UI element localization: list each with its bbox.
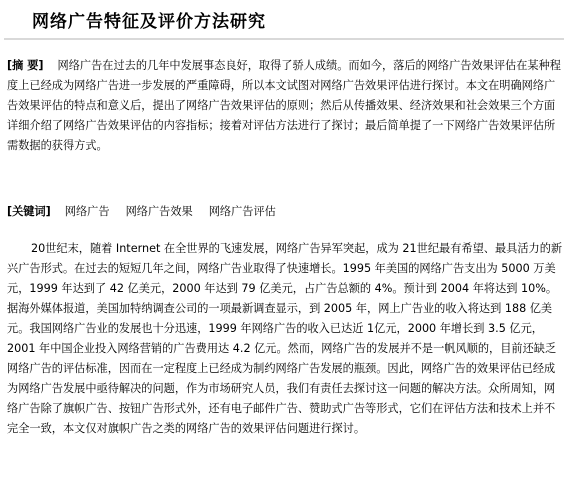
article-title: 网络广告特征及评价方法研究 [32,12,266,32]
keywords-paragraph [7,202,563,222]
body-paragraph [7,239,563,439]
keyword: 网络广告效果 [125,205,193,218]
keywords-tag: [关键词] [7,205,51,218]
title-bar [4,0,564,40]
body-text: 20世纪末，随着 Internet 在全世界的飞速发展，网络广告异军突起，成为 21世纪最有希望、最具活力的新兴广告形式。在过去的短短几年之间，网络广告业取得了快速增长。1995 年美国的网络广告支出为 5000 万美元，1999 年达到了 42 亿美元，2000 年达到 79 亿美元，占广告总额的 4%。预计到 2004 年将达到 10%。据海外媒体报道，美国加特纳调查公司的一项最新调查显示，到 2005 年，网上广告业的收入将达到 188 亿美元。我国网络广告业的发展也十分迅速，1999 年网络广告的收入已达近 1亿元，2000 年增长到 3.5 亿元，2001 年中国企业投入网络营销的广告费用达 4.2 亿元。然而，网络广告的发展并不是一帆风顺的，目前还缺乏网络广告的评估标准，因而在一定程度上已经成为制约网络广告发展的瓶颈。因此，网络广告的效果评估已经成为网络广告发展中亟待解决的问题，作为市场研究人员，我们有责任去探讨这一问题的解决方法。众所周知，网络广告除了旗帜广告、按钮广告形式外，还有电子邮件广告、赞助式广告等形式，它们在评估方法和技术上并不完全一致，本文仅对旗帜广告之类的网络广告的效果评估问题进行探讨。 [7,242,563,435]
abstract-paragraph [7,56,563,156]
abstract-text: 网络广告在过去的几年中发展事态良好，取得了骄人成绩。而如今，落后的网络广告效果评估在某种程度上已经成为网络广告进一步发展的严重障碍，所以本文试图对网络广告效果评估进行探讨。本文在明确网络广告效果评估的特点和意义后，提出了网络广告效果评估的原则；然后从传播效果、经济效果和社会效果三个方面详细介绍了网络广告效果评估的内容指标；接着对评估方法进行了探讨；最后简单提了一下网络广告效果评估所需数据的获得方式。 [7,59,561,152]
keyword: 网络广告评估 [208,205,276,218]
keyword: 网络广告 [64,205,110,218]
abstract-tag: [摘 要] [7,59,44,72]
